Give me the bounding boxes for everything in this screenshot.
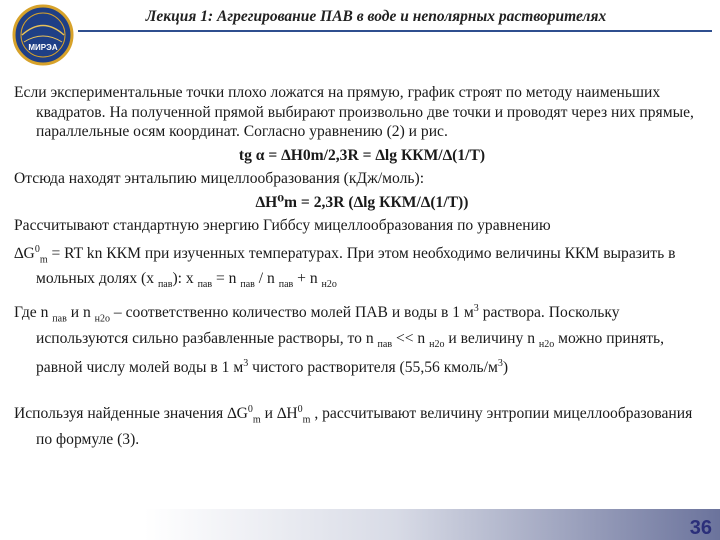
equation-tg-alpha: tg α = ∆H0m/2,3R = ∆lg ККМ/∆(1/T)	[238, 146, 486, 164]
paragraph-gibbs-equation: $\Delta G^0_m$ = RT kn ККМ при изученных температурах. При этом необходимо величины ККМ выразить в мольных долях (x $_{пав}$): x $_{пав}$ = n $_{пав}$ / n $_{пав}$ + n $_{н2о}$	[14, 243, 676, 291]
paragraph-least-squares: Если экспериментальные точки плохо ложатся на прямую, график строят по методу наименьших квадратов. На полученной прямой выбирают произвольно две точки и проводят через них прямые, параллельные осям координат. Согласно уравнению (2) и рис.	[14, 84, 694, 140]
footer-gradient-bar	[0, 509, 720, 540]
lecture-content	[14, 83, 710, 453]
paragraph-entropy: Используя найденные значения $\Delta G^0_m$ и $\Delta H^0_m$ , рассчитывают величину энтропии мицеллообразования по формуле (3).	[14, 404, 693, 448]
paragraph-gibbs: Рассчитывают стандартную энергию Гиббсу мицеллообразования по уравнению	[14, 217, 551, 234]
lecture-title: Лекция 1: Агрегирование ПАВ в воде и неполярных растворителях	[145, 8, 607, 25]
spacer	[14, 382, 710, 400]
mirea-logo	[12, 4, 74, 66]
logo-text: МИРЭА	[28, 43, 58, 52]
paragraph-moles-definition: Где n $_{пав}$ и n $_{н2о}$ – соответственно количество молей ПАВ и воды в 1 $м^3$ раствора. Поскольку используются сильно разбавленные растворы, то n $_{пав}$ << n $_{н2о}$ и величину n $_{н2о}$ можно принять, равной числу молей воды в 1 $м^3$ чистого растворителя (55,56 кмоль/$м^3$)	[14, 302, 665, 377]
paragraph-enthalpy: Отсюда находят энтальпию мицеллообразования (кДж/моль):	[14, 170, 425, 187]
header-divider	[78, 30, 712, 32]
page-number: 36	[689, 517, 712, 539]
equation-enthalpy: ∆H⁰m = 2,3R (∆lg ККМ/∆(1/T))	[255, 193, 469, 211]
